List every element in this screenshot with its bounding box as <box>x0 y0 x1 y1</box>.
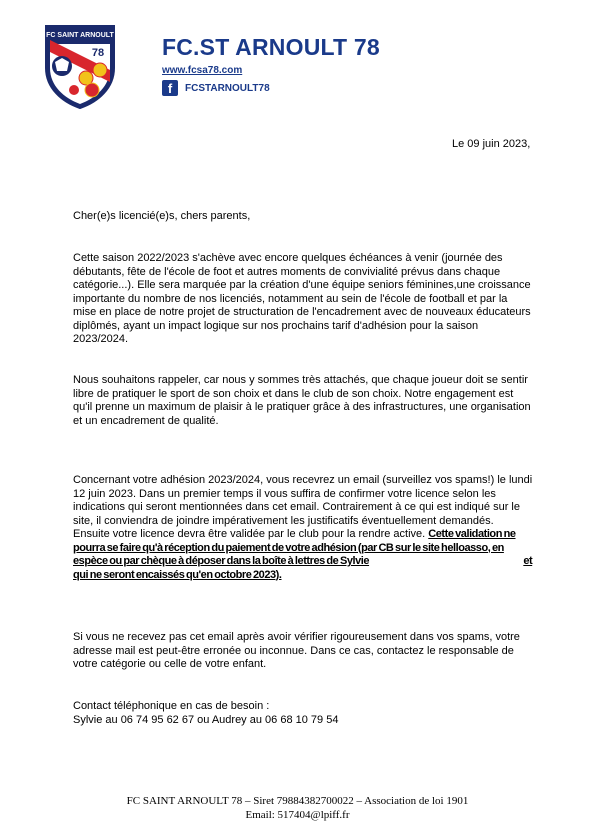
paragraph-club-values: Nous souhaitons rappeler, car nous y sommes très attachés, que chaque joueur doit se sentir libre de pratiquer le sport de son choix et dans le club de son choix. Notre engagement est qu'il prenne un maximum de plaisir à le pratiquer grâce à des infrastructures, une organisation et un encadrement de qualité. <box>73 374 531 427</box>
paragraph-no-email: Si vous ne recevez pas cet email après avoir vérifier rigoureusement dans vos spams, votre adresse mail est peut-être erronée ou inconnue. Dans ce cas, contactez le responsable de votre catégorie ou celle de votre enfant. <box>73 631 520 670</box>
contact-label: Contact téléphonique en cas de besoin : <box>73 700 270 712</box>
paragraph-membership <box>73 474 533 582</box>
crest-number: 78 <box>91 47 105 59</box>
paragraph-season-summary: Cette saison 2022/2023 s'achève avec encore quelques échéances à venir (journée des débutants, fête de l'école de foot et autres moments de convivialité prévus dans chaque catégorie...). Elle sera marquée par la création d'une équipe seniors féminines,une croissance importante du nombre de nos licenciés, notamment au sein de l'école de football et par la mise en place de notre projet de structuration de l'encadrement avec de nouveaux éducateurs diplômés, ayant un impact logique sur nos prochains tarif d'adhésion pour la saison 2023/2024. <box>73 252 531 345</box>
facebook-row[interactable] <box>162 80 270 96</box>
contact-block <box>73 700 533 727</box>
payment-notice-a: Cette validation ne pourra se faire qu'à réception du paiement de votre adhésion (par CB sur le site helloasso, en espèce ou par chèque à déposer dans la boîte à lettres de Sylvie <box>73 528 516 567</box>
footer-email: Email: 517404@lpiff.fr <box>245 809 350 821</box>
crest-text: FC SAINT ARNOULT <box>46 32 114 39</box>
club-crest-logo <box>42 22 118 110</box>
greeting: Cher(e)s licencié(e)s, chers parents, <box>73 210 251 222</box>
membership-instructions: Concernant votre adhésion 2023/2024, vous recevrez un email (surveillez vos spams!) le lundi 12 juin 2023. Dans un premier temps il vous suffira de confirmer votre licence selon les indications qui seront mentionnées dans cet email. Contrairement à ce qui est indiqué sur le site, il conviendra de joindre impérativement les justificatifs éventuellement demandés. Ensuite votre licence devra être validée par le club pour la rendre active. <box>73 474 533 540</box>
payment-notice-b: et qui ne seront encaissés qu'en octobre 2023). <box>73 555 533 581</box>
facebook-handle: FCSTARNOULT78 <box>185 82 270 94</box>
club-name-heading: FC.ST ARNOULT 78 <box>162 34 380 60</box>
facebook-icon: f <box>162 80 178 96</box>
website-link[interactable]: www.fcsa78.com <box>162 65 243 76</box>
footer-legal: FC SAINT ARNOULT 78 – Siret 79884382700022 – Association de loi 1901 <box>126 795 469 807</box>
contact-phones: Sylvie au 06 74 95 62 67 ou Audrey au 06 68 10 79 54 <box>73 713 339 726</box>
letter-date: Le 09 juin 2023, <box>452 138 531 150</box>
